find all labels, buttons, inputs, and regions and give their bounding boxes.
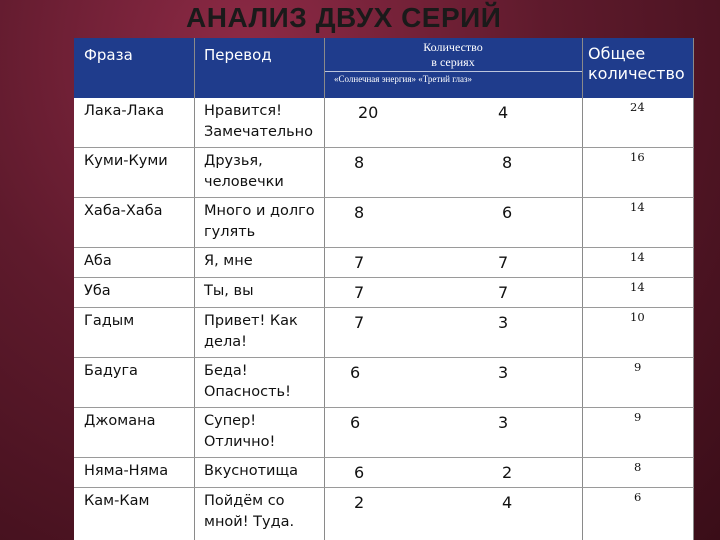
phrase-cell: Джомана xyxy=(84,413,156,429)
series2-count-cell: 3 xyxy=(498,313,509,332)
total-count-cell: 6 xyxy=(634,490,642,504)
total-count-cell: 10 xyxy=(630,310,645,324)
translation-cell: Много и долго гулять xyxy=(204,203,315,240)
table-row xyxy=(74,198,694,248)
series1-count-cell: 6 xyxy=(354,463,365,482)
translation-cell: Привет! Как дела! xyxy=(204,313,298,350)
header-count-in-series-group xyxy=(324,38,582,98)
series2-count-cell: 7 xyxy=(498,283,509,302)
series2-count-cell: 4 xyxy=(498,103,509,122)
translation-cell: Супер! Отлично! xyxy=(204,413,276,450)
total-count-cell: 9 xyxy=(634,360,642,374)
phrase-cell: Уба xyxy=(84,283,111,299)
series1-count-cell: 6 xyxy=(350,363,361,382)
phrase-cell: Аба xyxy=(84,253,112,269)
series1-count-cell: 8 xyxy=(354,153,365,172)
total-count-cell: 16 xyxy=(630,150,645,164)
header-divider xyxy=(324,71,582,72)
series1-count-cell: 20 xyxy=(358,103,379,122)
phrase-cell: Лака-Лака xyxy=(84,103,165,119)
translation-cell: Пойдём со мной! Туда. xyxy=(204,493,295,530)
total-count-cell: 8 xyxy=(634,460,642,474)
series1-count-cell: 7 xyxy=(354,313,365,332)
header-count-in-series: Количество в сериях xyxy=(423,40,483,69)
table-row xyxy=(74,488,694,540)
phrases-table xyxy=(74,38,694,540)
phrase-cell: Куми-Куми xyxy=(84,153,168,169)
table-row xyxy=(74,148,694,198)
series1-count-cell: 7 xyxy=(354,283,365,302)
series1-count-cell: 8 xyxy=(354,203,365,222)
series2-count-cell: 2 xyxy=(502,463,513,482)
phrase-cell: Бадуга xyxy=(84,363,138,379)
table-row xyxy=(74,458,694,488)
header-phrase: Фраза xyxy=(84,46,133,64)
series1-count-cell: 6 xyxy=(350,413,361,432)
series2-count-cell: 7 xyxy=(498,253,509,272)
translation-cell: Друзья, человечки xyxy=(204,153,284,190)
series1-count-cell: 2 xyxy=(354,493,365,512)
translation-cell: Я, мне xyxy=(204,253,253,269)
total-count-cell: 9 xyxy=(634,410,642,424)
table-row xyxy=(74,248,694,278)
phrase-cell: Хаба-Хаба xyxy=(84,203,163,219)
phrase-cell: Няма-Няма xyxy=(84,463,169,479)
table-row xyxy=(74,278,694,308)
total-count-cell: 14 xyxy=(630,280,645,294)
series2-count-cell: 6 xyxy=(502,203,513,222)
table-row xyxy=(74,308,694,358)
header-translation: Перевод xyxy=(204,46,272,64)
table-row xyxy=(74,358,694,408)
series1-count-cell: 7 xyxy=(354,253,365,272)
slide-title: АНАЛИЗ ДВУХ СЕРИЙ xyxy=(186,2,502,33)
phrase-cell: Гадым xyxy=(84,313,135,329)
translation-cell: Беда! Опасность! xyxy=(204,363,291,400)
series2-count-cell: 3 xyxy=(498,413,509,432)
translation-cell: Вкуснотища xyxy=(204,463,299,479)
series2-count-cell: 4 xyxy=(502,493,513,512)
header-total: Общее количество xyxy=(588,44,685,83)
series2-count-cell: 8 xyxy=(502,153,513,172)
series2-count-cell: 3 xyxy=(498,363,509,382)
total-count-cell: 24 xyxy=(630,100,645,114)
table-row xyxy=(74,408,694,458)
table-row xyxy=(74,98,694,148)
total-count-cell: 14 xyxy=(630,250,645,264)
translation-cell: Нравится! Замечательно xyxy=(204,103,314,140)
table-header xyxy=(74,38,694,98)
header-series-names: «Солнечная энергия» «Третий глаз» xyxy=(334,74,473,84)
total-count-cell: 14 xyxy=(630,200,645,214)
phrase-cell: Кам-Кам xyxy=(84,493,150,509)
translation-cell: Ты, вы xyxy=(204,283,254,299)
